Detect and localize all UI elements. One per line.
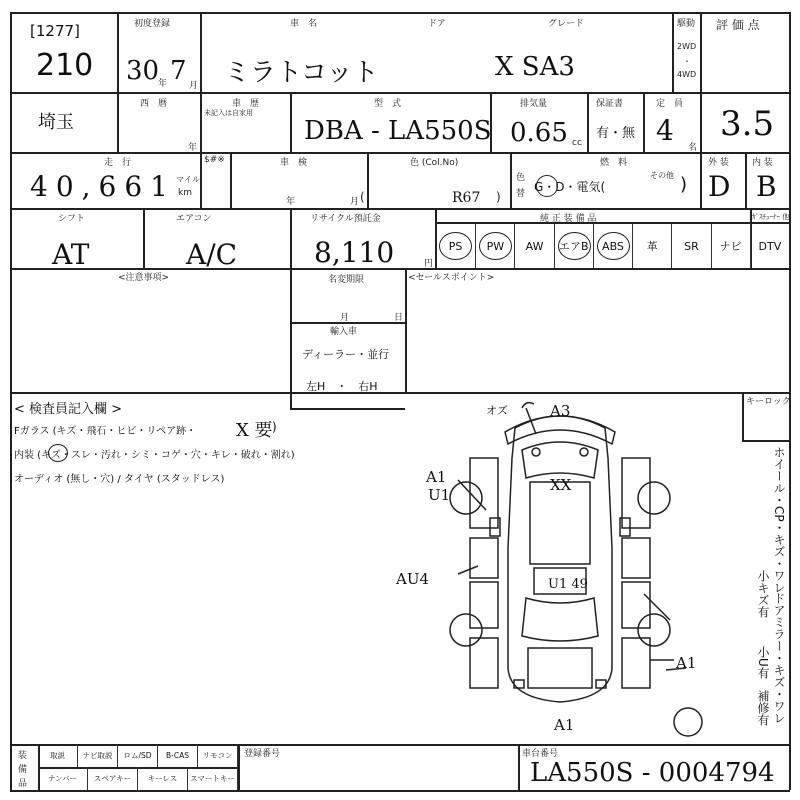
drive-separator: ・ — [683, 57, 691, 66]
era-year-unit: 年 — [188, 143, 198, 153]
caution-label: <注意事項> — [118, 273, 170, 283]
tv-label: ｶﾞｽﾁｭｰﾅｰ 他 — [752, 213, 790, 221]
dealer-parallel: ディーラー・並行 — [302, 348, 390, 361]
era-label: 西 暦 — [140, 99, 168, 109]
region: 埼玉 — [38, 112, 74, 133]
import-label: 輸入車 — [330, 327, 358, 337]
score: 3.5 — [720, 104, 775, 144]
mark-a1-bottom: A1 — [554, 716, 575, 734]
accessory-item: ナビ取説 — [78, 744, 118, 767]
car-left-fender-rear — [470, 638, 498, 688]
accessory-item: スマートキー — [188, 767, 238, 790]
car-right-fender-rear — [622, 638, 650, 688]
ac: A/C — [186, 238, 238, 271]
equipment-item: 革 — [632, 224, 671, 268]
repaint-label-2: 替 — [516, 189, 526, 199]
car-front-bumper — [505, 416, 615, 444]
sales-point-label: <セールスポイント> — [408, 273, 495, 283]
car-name: ミラトコット — [224, 58, 379, 88]
lot-number: 210 — [36, 48, 94, 83]
color-paren-open: ( — [360, 190, 365, 204]
equipment-item: PW — [475, 224, 514, 268]
car-name-label: 車 名 — [290, 19, 318, 29]
car-diagram — [396, 398, 730, 738]
registration-number-label: 登録番号 — [244, 749, 281, 759]
accessory-row-2 — [38, 767, 238, 790]
capacity: 4 — [656, 114, 674, 147]
equipment-item: ナビ — [711, 224, 750, 268]
fuel-gasoline-circle — [536, 175, 558, 197]
wheel-note: ホイール・CP・キズ・ワレ — [772, 446, 786, 594]
vin-number: LA550S - 0004794 — [530, 758, 775, 788]
inspection-month-unit: 月 — [350, 197, 360, 207]
day-unit: 日 — [394, 313, 404, 323]
repaint-label-1: 色 — [516, 173, 526, 183]
mark-xx: XX — [550, 476, 572, 494]
car-windshield — [522, 442, 598, 478]
mark-au4: AU4 — [396, 570, 430, 588]
grade-label: グレード — [548, 19, 585, 29]
registration-label: 初度登録 — [134, 19, 171, 29]
fuel-other: その他 — [650, 171, 674, 180]
equipment-item: PS — [436, 224, 475, 268]
wheel-rear-right — [638, 614, 670, 646]
score-label: 評 価 点 — [716, 18, 760, 32]
accessory-item: ロム/SD — [118, 744, 158, 767]
meter-label: $#※ — [204, 155, 225, 165]
fuel-options: G・D・電気( — [534, 180, 606, 194]
lot-id: [1277] — [30, 22, 80, 40]
equipment-item: エアB — [554, 224, 593, 268]
equipment-item: AW — [514, 224, 553, 268]
capacity-label: 定 員 — [656, 99, 684, 109]
keyless-label: キーロック — [746, 397, 791, 407]
exterior-label: 外 装 — [708, 158, 729, 168]
car-trunk — [528, 648, 592, 688]
equipment-circle — [479, 232, 512, 260]
drive-2wd: 2WD — [677, 42, 697, 51]
displacement-unit: cc — [572, 138, 582, 148]
accessory-item: 取説 — [38, 744, 78, 767]
mirror-note: ドアミラー・キズ・ワレ — [772, 592, 786, 724]
footer-label-bot: 品 — [18, 779, 28, 789]
recycle-label: リサイクル預託金 — [310, 214, 381, 224]
ac-label: エアコン — [176, 214, 212, 224]
color-label: 色 (Col.No) — [410, 158, 459, 168]
mileage-unit-mile: マイル — [176, 175, 200, 184]
color-paren-close: ) — [496, 190, 501, 204]
car-left-door-rear — [470, 582, 498, 628]
accessory-row-1 — [38, 744, 238, 767]
equipment-row — [436, 224, 789, 268]
footer-label-top: 装 — [18, 751, 28, 761]
color-code: R67 — [452, 190, 481, 206]
wheel-front-right — [638, 482, 670, 514]
vin-label: 車台番号 — [522, 749, 559, 759]
glass-line: Fガラス (キズ・飛石・ヒビ・リペア跡・ — [14, 426, 197, 437]
car-right-door-rear — [622, 582, 650, 628]
history-note: 未記入は自家用 — [204, 109, 253, 117]
fuel-close: ) — [680, 174, 688, 195]
model: DBA - LA550S — [304, 116, 492, 146]
wheel-rear-left — [450, 614, 482, 646]
equipment-item: SR — [671, 224, 710, 268]
equipment-item: ABS — [593, 224, 632, 268]
inspection-year-unit: 年 — [286, 197, 296, 207]
warranty-value: 有・無 — [596, 126, 636, 141]
equipment-circle — [439, 232, 472, 260]
mark-a3: A3 — [550, 402, 571, 420]
history-label: 車 歴 — [232, 99, 260, 109]
month-unit: 月 — [340, 313, 350, 323]
car-left-door-front — [470, 538, 498, 578]
accessory-item: ナンバー — [38, 767, 88, 790]
interior-scratch-circle — [48, 444, 68, 462]
registration-month: 7 — [170, 56, 187, 86]
registration-month-unit: 月 — [189, 81, 199, 91]
capacity-unit: 名 — [688, 143, 698, 153]
mark-a1-right: A1 — [676, 654, 697, 672]
audio-line: オーディオ (無し・穴) / タイヤ (スタッドレス) — [14, 474, 225, 485]
equipment-circle — [558, 232, 591, 260]
mark-oz: オズ — [486, 404, 508, 417]
repair-note: 補修有 — [756, 690, 770, 726]
steering-side: 左H ・ 右H — [306, 380, 378, 393]
name-change-label: 名変期限 — [328, 275, 365, 285]
grade: X SA3 — [495, 52, 575, 82]
registration-year: 30 — [126, 56, 160, 86]
wheel-note-detail: 小キズ有 — [756, 570, 770, 618]
displacement-label: 排気量 — [520, 99, 548, 109]
interior-line: 内装 (キズ・スレ・汚れ・シミ・コゲ・穴・キレ・破れ・割れ) — [14, 450, 295, 461]
exterior-grade: D — [708, 170, 731, 203]
recycle-unit: 円 — [424, 259, 434, 269]
mark-u1-mid: U1 49 — [548, 577, 588, 592]
model-label: 型 式 — [374, 99, 402, 109]
warranty-label: 保証書 — [596, 99, 624, 109]
fuel-label: 燃 料 — [600, 158, 628, 168]
registration-year-unit: 年 — [158, 79, 168, 89]
equipment-item: DTV — [750, 224, 789, 268]
equipment-label: 純 正 装 備 品 — [540, 214, 597, 224]
wheel-front-left — [450, 482, 482, 514]
spare-tire — [674, 708, 702, 736]
recycle-fee: 8,110 — [314, 236, 395, 269]
footer-label-mid: 備 — [18, 765, 28, 775]
displacement: 0.65 — [510, 118, 568, 148]
mark-a1-top: A1 — [426, 468, 447, 486]
mileage-label: 走 行 — [104, 158, 132, 168]
equipment-circle — [597, 232, 630, 260]
accessory-item: スペアキー — [88, 767, 138, 790]
interior-label: 内 装 — [752, 158, 773, 168]
mileage-unit-km: km — [178, 188, 192, 198]
car-rear-window — [522, 598, 598, 641]
interior-grade: B — [756, 170, 777, 203]
accessory-item: B-CAS — [158, 744, 198, 767]
car-roof — [530, 482, 590, 564]
drive-4wd: 4WD — [677, 70, 697, 79]
mark-u1-top: U1 — [428, 486, 451, 504]
door-label: ドア — [428, 19, 446, 29]
drive-label: 駆動 — [677, 19, 696, 29]
mileage: 40,661 — [30, 170, 176, 203]
shift: AT — [52, 238, 90, 271]
glass-mark: X 要 — [236, 420, 273, 441]
accessory-item: リモコン — [198, 744, 238, 767]
car-right-door-front — [622, 538, 650, 578]
mirror-note-detail: 小U有 — [756, 646, 770, 679]
inspector-title: < 検査員記入欄 > — [14, 402, 123, 417]
inspection-label: 車 検 — [280, 158, 308, 168]
glass-close: ) — [272, 420, 277, 434]
shift-label: シフト — [58, 214, 86, 224]
accessory-item: キーレス — [138, 767, 188, 790]
